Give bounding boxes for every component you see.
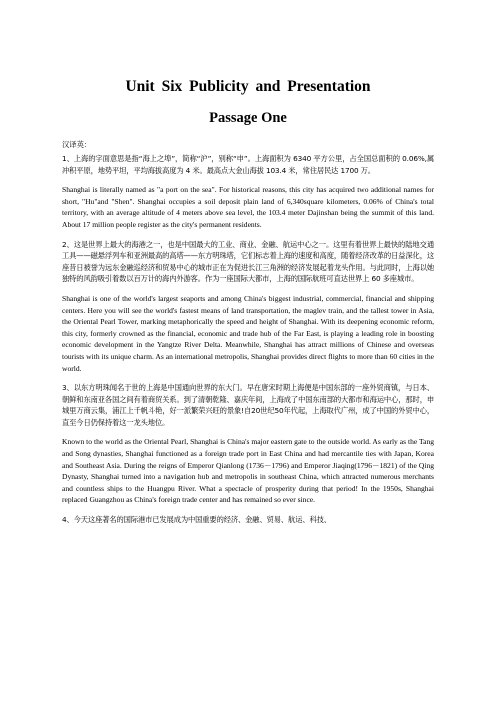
paragraph-zh-1: 1、上海的字面意思是指“海上之埠”，简称“沪”，别称“申”。上海面积为 6340 平方公里，占全国总面积的 0.06%,属冲积平原，地势平坦，平均海拔高度为 4 米。最高点大金山海拔 103.4 米，常住居民达 1700 万。	[62, 154, 434, 175]
unit-title: Unit Six Publicity and Presentation	[125, 78, 371, 95]
direction-label: 汉译英：	[62, 140, 92, 149]
passage-title: Passage One	[209, 110, 287, 126]
paragraph-zh-2: 2、这是世界上最大的海港之一，也是中国最大的工业、商业、金融、航运中心之一。这里有着世界上最快的陆地交通工具——磁悬浮列车和亚洲最高的高塔——东方明珠塔，它们标志着上海的速度和高度，随着经济改革的日益深化，这座昔日被誉为远东金融巡经济和贸易中心的城市正在为促进长江三角洲的经济发展起着龙头作用。与此同时，上海以她独特的风韵吸引着数以百万计的海内外游客。作为一座国际大都市，上海的国际航班可直达世界上 60 多座城市。	[62, 239, 434, 284]
paragraph-en-3: Known to the world as the Oriental Pearl, Shanghai is China's major eastern gate to the outside world. As early as the Tang and Song dynasties, Shanghai functioned as a foreign trade port in East China and had mercantile ties with Japan, Korea and Southeast Asia. During the reigns of Emperor Qianlong (1736－1796) and Emperor Jiaqing(1796－1821) of the Qing Dynasty, Shanghai turned into a navigation hub and metropolis in southeast China, which attracted numerous merchants and countless ships to the Huangpu River. What a spectacle of prosperity during that period! In the 1950s, Shanghai replaced Guangzhou as China's foreign trade center and has remained so ever since.	[62, 437, 434, 505]
paragraph-zh-3: 3、以东方明珠闻名于世的上海是中国通向世界的东大门。早在唐宋时期上海便是中国东部的一座外贸商镇，与日本、朝鲜和东南亚各国之间有着商贸关系。到了清朝乾隆、嘉庆年间，上海成了中国东南部的大都市和海运中心，那时，申城里万商云集，浦江上千帆斗艳，好一派繁荣兴旺的景象!自20世纪50年代起，上海取代广州，成了中国的外贸中心，直至今日仍保持着这一龙头地位。	[62, 383, 434, 427]
paragraph-zh-4: 4、今天这座著名的国际港市已发展成为中国重要的经济、金融、贸易、航运、科技、	[62, 515, 331, 525]
paragraph-en-2: Shanghai is one of the world's largest seaports and among China's biggest industrial, commercial, financial and shipping centers. Here you will see the world's fastest means of land transportation, the maglev train, and the tallest tower in Asia, the Oriental Pearl Tower, marking metaphorically the speed and height of Shanghai. With its deepening economic reform, this city, formerly crowned as the financial, economic and trade hub of the Far East, is playing a leading role in boosting economic development in the Yangtze River Delta. Meanwhile, Shanghai has attract millions of Chinese and overseas tourists with its unique charm. As an international metropolis, Shanghai provides direct flights to more than 60 cities in the world.	[62, 293, 434, 373]
paragraph-en-1: Shanghai is literally named as "a port on the sea". For historical reasons, this city has acquired two additional names for short, "Hu"and "Shen". Shanghai occupies a soil deposit plain land of 6,340square kilometers, 0.06% of China's total territory, with an average altitude of 4 meters above sea level, the 103.4 meter Dajinshan being the summit of this land. About 17 million people register as the city's permanent residents.	[62, 185, 434, 229]
